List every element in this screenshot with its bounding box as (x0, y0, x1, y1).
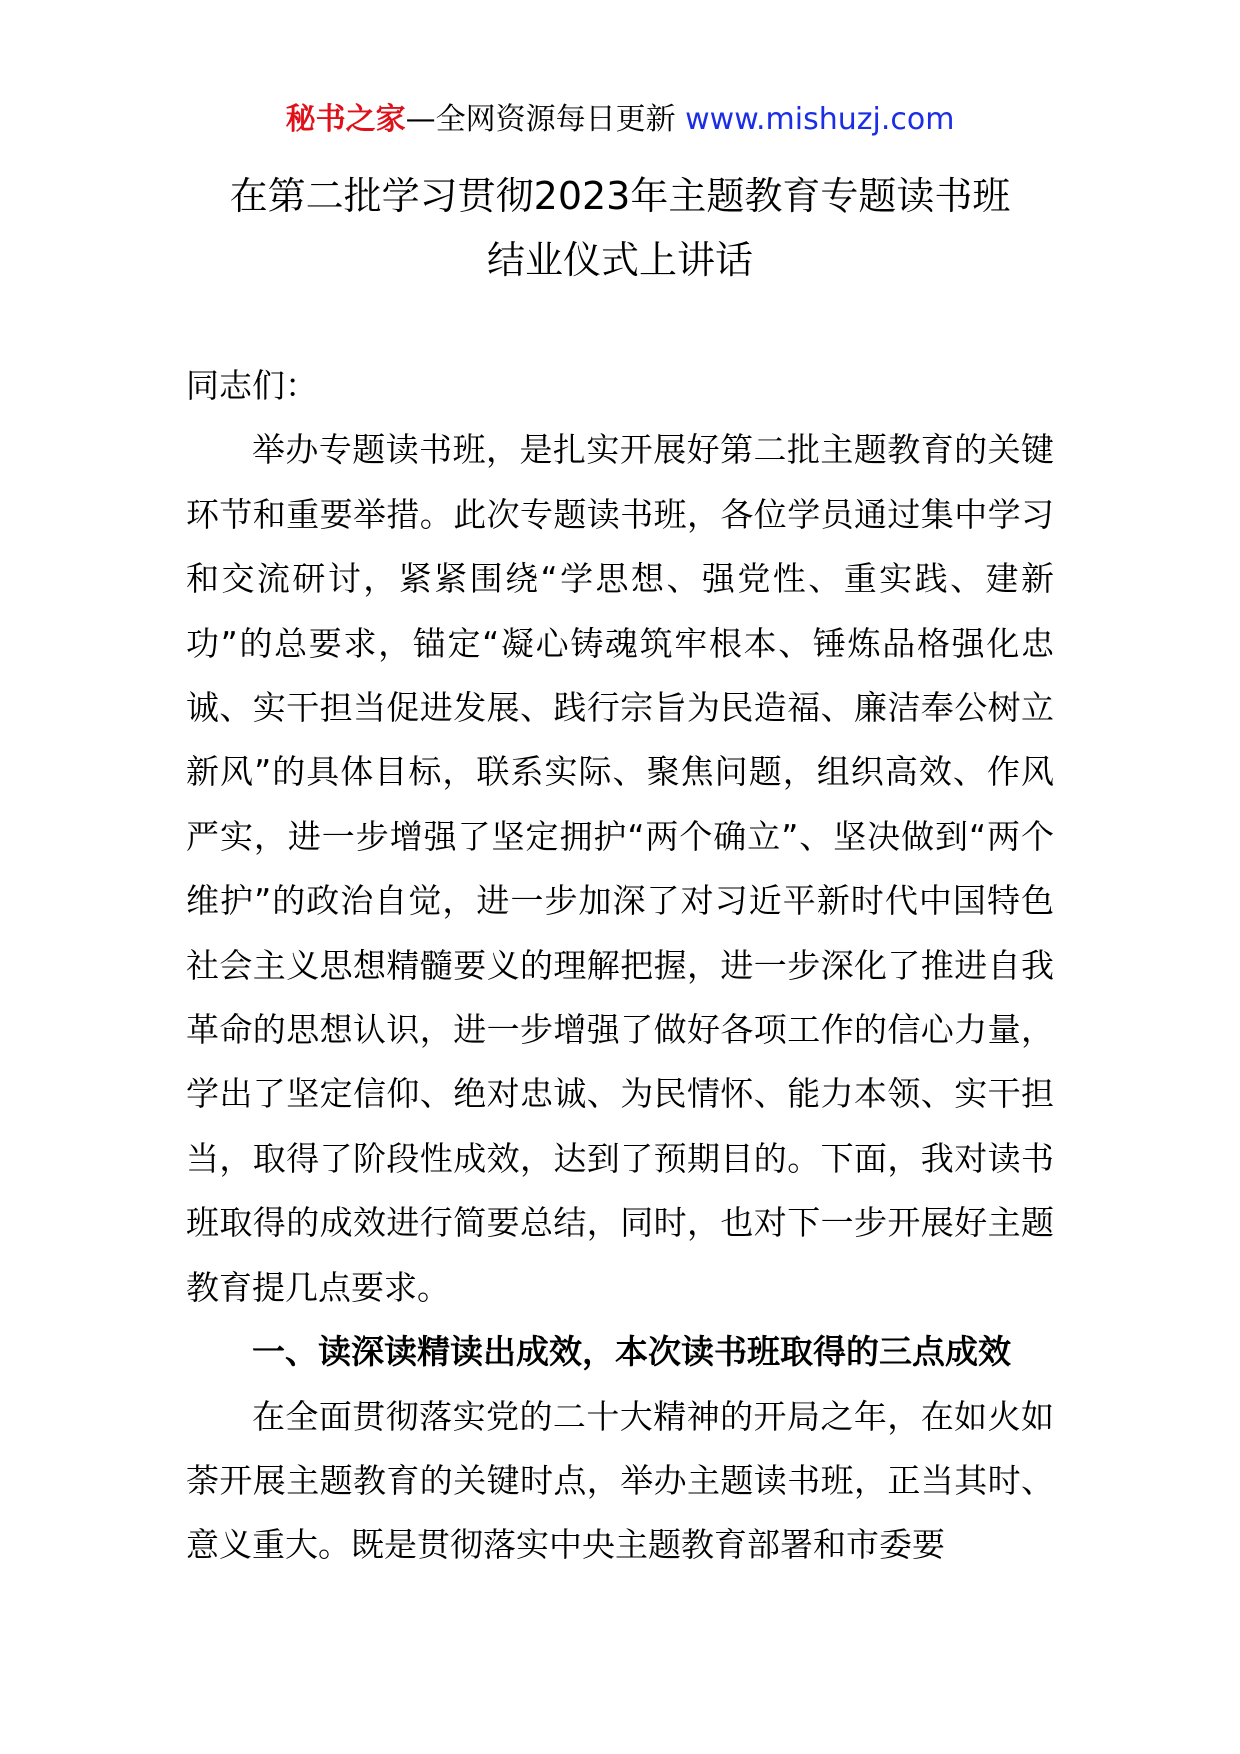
document-title (0, 164, 1240, 292)
title-line-2: 结业仪式上讲话 (486, 238, 753, 282)
site-url-link[interactable]: www.mishuzj.com (685, 102, 955, 137)
paragraph-intro: 举办专题读书班，是扎实开展好第二批主题教育的关键环节和重要举措。此次专题读书班，各位学员通过集中学习和交流研讨，紧紧围绕“学思想、强党性、重实践、建新功”的总要求，锚定“凝心铸魂筑牢根本、锤炼品格强化忠诚、实干担当促进发展、践行宗旨为民造福、廉洁奉公树立新风”的具体目标，联系实际、聚焦问题，组织高效、作风严实，进一步增强了坚定拥护“两个确立”、坚决做到“两个维护”的政治自觉，进一步加深了对习近平新时代中国特色社会主义思想精髓要义的理解把握，进一步深化了推进自我革命的思想认识，进一步增强了做好各项工作的信心力量，学出了坚定信仰、绝对忠诚、为民情怀、能力本领、实干担当，取得了阶段性成效，达到了预期目的。下面，我对读书班取得的成效进行简要总结，同时，也对下一步开展好主题教育提几点要求。 (186, 430, 1054, 1307)
site-header (0, 98, 1240, 142)
section-heading-1: 一、读深读精读出成效，本次读书班取得的三点成效 (252, 1332, 1011, 1372)
paragraph-section-1: 在全面贯彻落实党的二十大精神的开局之年，在如火如荼开展主题教育的关键时点，举办主题读书班，正当其时、意义重大。既是贯彻落实中央主题教育部署和市委要 (186, 1396, 1054, 1565)
document-body (186, 354, 1054, 1578)
site-tagline: —全网资源每日更新 (405, 102, 676, 137)
site-brand: 秘书之家 (285, 102, 406, 137)
title-line-1: 在第二批学习贯彻2023年主题教育专题读书班 (229, 174, 1011, 218)
salutation: 同志们： (186, 366, 318, 405)
